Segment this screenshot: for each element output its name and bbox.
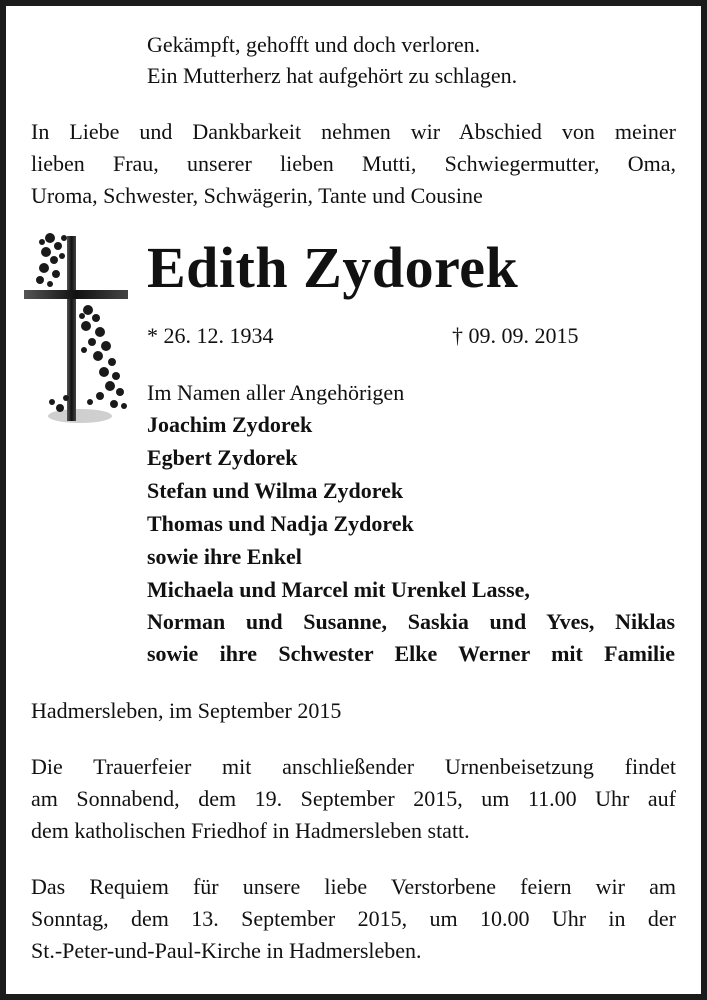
family-member: Egbert Zydorek [147, 445, 298, 470]
intro-line-2: lieben Frau, unserer lieben Mutti, Schwiegermutter, Oma, [31, 151, 676, 176]
funeral-line-3: dem katholischen Friedhof in Hadmersleben statt. [31, 818, 470, 843]
family-member: sowie ihre Schwester Elke Werner mit Familie [147, 641, 675, 666]
family-member: Michaela und Marcel mit Urenkel Lasse, [147, 577, 530, 602]
birth-date: * 26. 12. 1934 [147, 323, 274, 348]
intro-line-3: Uroma, Schwester, Schwägerin, Tante und Cousine [31, 183, 483, 208]
requiem-line-2: Sonntag, dem 13. September 2015, um 10.00 Uhr in der [31, 906, 676, 931]
family-member: Joachim Zydorek [147, 412, 313, 437]
family-heading: Im Namen aller Angehörigen [147, 380, 405, 405]
deceased-name: Edith Zydorek [147, 235, 519, 300]
motto-line-2: Ein Mutterherz hat aufgehört zu schlagen. [147, 63, 518, 88]
death-date: † 09. 09. 2015 [452, 323, 579, 348]
family-member: Stefan und Wilma Zydorek [147, 478, 404, 503]
requiem-line-3: St.-Peter-und-Paul-Kirche in Hadmersleben. [31, 938, 422, 963]
intro-line-1: In Liebe und Dankbarkeit nehmen wir Abschied von meiner [31, 119, 676, 144]
family-member: Norman und Susanne, Saskia und Yves, Niklas [147, 609, 675, 634]
requiem-line-1: Das Requiem für unsere liebe Verstorbene feiern wir am [31, 874, 676, 899]
place-date: Hadmersleben, im September 2015 [31, 698, 342, 723]
family-member: sowie ihre Enkel [147, 544, 302, 569]
funeral-line-2: am Sonnabend, dem 19. September 2015, um 11.00 Uhr auf [31, 786, 676, 811]
motto-line-1: Gekämpft, gehofft und doch verloren. [147, 32, 481, 57]
obituary-notice [6, 6, 701, 994]
family-member: Thomas und Nadja Zydorek [147, 511, 414, 536]
funeral-line-1: Die Trauerfeier mit anschließender Urnenbeisetzung findet [31, 754, 676, 779]
cross-with-ivy-icon [20, 226, 132, 426]
